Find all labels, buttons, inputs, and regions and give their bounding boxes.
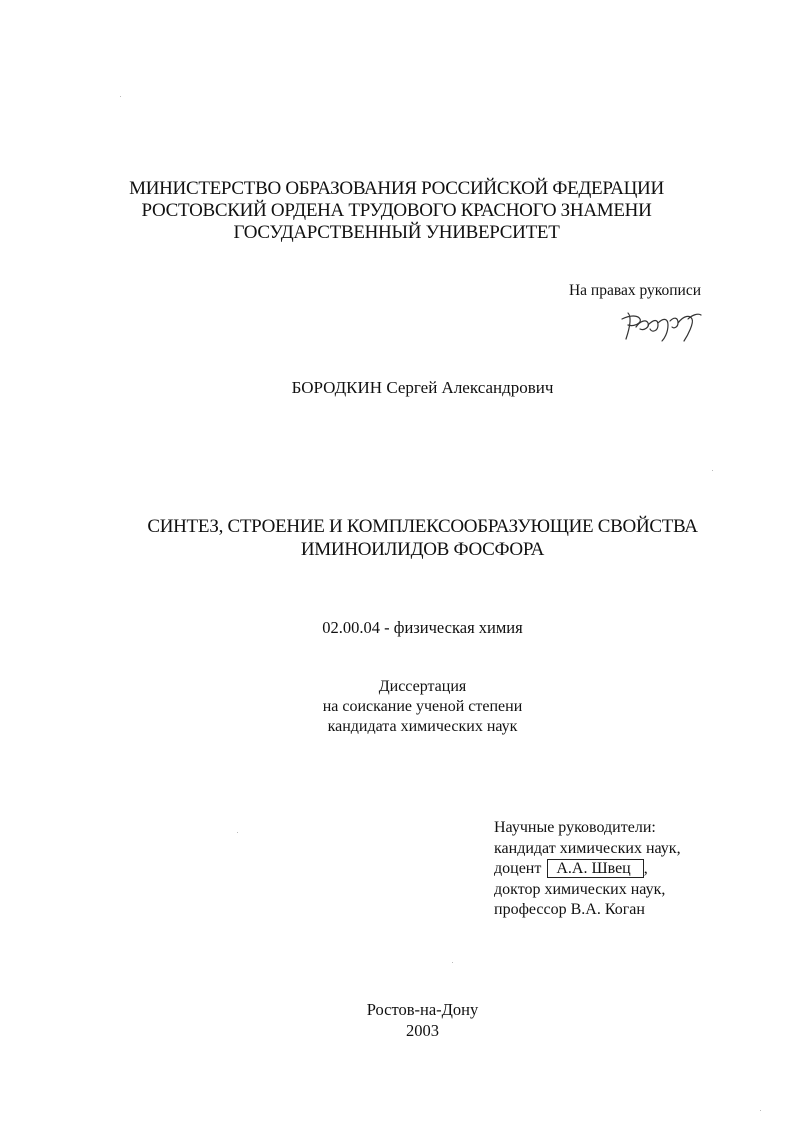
supervisor-1-comma: ,	[643, 860, 648, 877]
place-and-year	[0, 999, 793, 1041]
degree-line-1: Диссертация	[378, 678, 467, 695]
scan-speck	[760, 1110, 761, 1111]
scan-speck	[237, 832, 238, 833]
institution-header	[0, 178, 793, 244]
handwritten-signature	[618, 305, 703, 345]
supervisor-1-line	[494, 859, 681, 880]
scan-speck	[120, 96, 121, 97]
scan-speck	[712, 470, 713, 471]
year: 2003	[406, 1021, 439, 1040]
specialty-code: 02.00.04 - физическая химия	[322, 618, 523, 637]
supervisor-2-name: профессор В.А. Коган	[494, 901, 645, 918]
manuscript-rights-note: На правах рукописи	[568, 282, 701, 299]
city: Ростов-на-Дону	[366, 1000, 479, 1019]
supervisor-1-rank: доцент	[494, 860, 542, 877]
institution-line-3: ГОСУДАРСТВЕННЫЙ УНИВЕРСИТЕТ	[233, 222, 560, 243]
institution-line-1: МИНИСТЕРСТВО ОБРАЗОВАНИЯ РОССИЙСКОЙ ФЕДЕРАЦИИ	[129, 178, 664, 199]
dissertation-title	[0, 515, 793, 561]
supervisors-block	[494, 818, 681, 921]
degree-line-2: на соискание ученой степени	[322, 698, 523, 715]
supervisor-1-name-box: А.А. Швец	[547, 859, 643, 878]
supervisors-heading: Научные руководители:	[494, 819, 656, 836]
scan-speck	[452, 962, 453, 963]
title-line-1: СИНТЕЗ, СТРОЕНИЕ И КОМПЛЕКСООБРАЗУЮЩИЕ СВОЙСТВА	[147, 516, 698, 537]
author-name: БОРОДКИН Сергей Александрович	[291, 378, 554, 397]
supervisor-2-degree: доктор химических наук,	[494, 880, 666, 898]
supervisor-1-degree: кандидат химических наук,	[494, 839, 681, 857]
degree-statement	[0, 677, 793, 737]
title-line-2: ИМИНОИЛИДОВ ФОСФОРА	[300, 539, 545, 560]
degree-line-3: кандидата химических наук	[327, 718, 518, 735]
institution-line-2: РОСТОВСКИЙ ОРДЕНА ТРУДОВОГО КРАСНОГО ЗНАМЕНИ	[141, 200, 652, 221]
